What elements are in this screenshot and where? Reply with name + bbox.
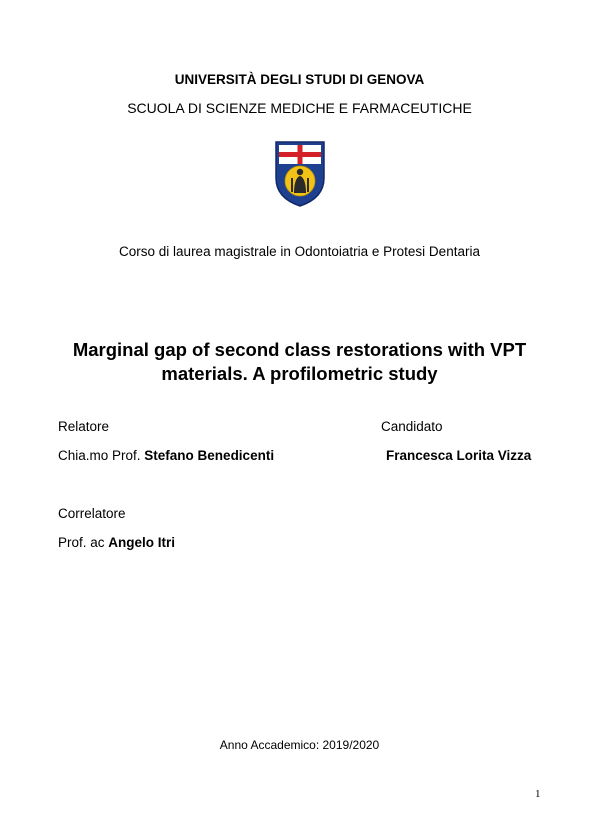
thesis-title-line-1: Marginal gap of second class restorations with VPT [72, 339, 527, 360]
thesis-title-line-2: materials. A profilometric study [161, 363, 438, 384]
page-number: 1 [535, 788, 541, 800]
thesis-title [0, 338, 599, 386]
relatore-label: Relatore [58, 419, 110, 434]
school-name: SCUOLA DI SCIENZE MEDICHE E FARMACEUTICHE [127, 100, 472, 116]
university-name: UNIVERSITÀ DEGLI STUDI DI GENOVA [174, 72, 425, 87]
correlatore-prefix: Prof. ac [58, 535, 105, 550]
candidato-name: Francesca Lorita Vizza [386, 448, 532, 463]
correlatore-line [58, 535, 175, 550]
academic-year: Anno Accademico: 2019/2020 [219, 738, 380, 752]
relatore-name: Stefano Benedicenti [144, 448, 275, 463]
course-name: Corso di laurea magistrale in Odontoiatria e Protesi Dentaria [119, 244, 480, 259]
candidato-label: Candidato [381, 419, 443, 434]
correlatore-label: Correlatore [58, 506, 126, 521]
university-crest-icon [272, 140, 328, 208]
relatore-prefix: Chia.mo Prof. [58, 448, 141, 463]
relatore-line [58, 448, 274, 463]
correlatore-name: Angelo Itri [108, 535, 176, 550]
